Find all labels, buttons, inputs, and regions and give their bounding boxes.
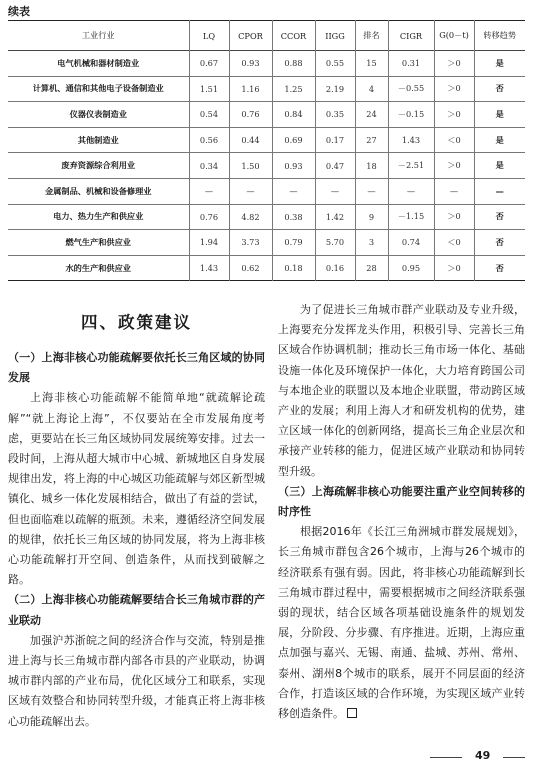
cigr-value: －1.15 <box>388 204 434 230</box>
page-footer <box>430 748 525 766</box>
industry-transfer-table <box>8 20 525 281</box>
cigr-value: 0.74 <box>388 230 434 256</box>
rank-value: — <box>355 178 388 204</box>
ccor-value: 0.88 <box>272 51 315 77</box>
lq-value: 0.56 <box>189 127 229 153</box>
page-number: 49 <box>475 749 491 762</box>
subsection-heading-text: （一）上海非核心功能疏解要依托长三角区域的协同发展 <box>8 351 265 385</box>
rank-value: 3 <box>355 230 388 256</box>
header-growth: G(0－t) <box>434 21 474 51</box>
iigg-value: 0.35 <box>315 102 355 128</box>
footer-rule-left <box>430 757 462 758</box>
lq-value: 0.34 <box>189 153 229 179</box>
transfer-trend: 否 <box>474 76 525 102</box>
section-title: 四、政策建议 <box>81 313 192 332</box>
cigr-value: 0.31 <box>388 51 434 77</box>
table-row <box>8 127 525 153</box>
cpor-value: 1.16 <box>229 76 272 102</box>
header-rank: 排名 <box>355 21 388 51</box>
subsection-heading <box>278 482 525 522</box>
header-lq: LQ <box>189 21 229 51</box>
growth-sign: ＞0 <box>434 204 474 230</box>
end-of-article-mark <box>347 708 357 718</box>
cpor-value: — <box>229 178 272 204</box>
cigr-value: 0.95 <box>388 255 434 281</box>
table-row <box>8 178 525 204</box>
cpor-value: 0.44 <box>229 127 272 153</box>
header-cigr: CIGR <box>388 21 434 51</box>
lq-value: 1.43 <box>189 255 229 281</box>
industry-name: 水的生产和供应业 <box>65 262 131 273</box>
continued-table-label: 续表 <box>8 5 30 18</box>
subsection-heading <box>8 348 265 388</box>
transfer-trend: 是 <box>474 127 525 153</box>
growth-sign: ＜0 <box>434 230 474 256</box>
subsection-heading <box>8 590 265 630</box>
cpor-value: 0.76 <box>229 102 272 128</box>
ccor-value: 0.38 <box>272 204 315 230</box>
table-row <box>8 153 525 179</box>
header-cpor: CPOR <box>229 21 272 51</box>
footer-rule-right <box>503 757 525 758</box>
header-trend: 转移趋势 <box>474 21 525 51</box>
transfer-trend: — <box>474 178 525 204</box>
table-row <box>8 255 525 281</box>
ccor-value: 0.69 <box>272 127 315 153</box>
transfer-trend: 是 <box>474 102 525 128</box>
lq-value: 0.67 <box>189 51 229 77</box>
header-ccor: CCOR <box>272 21 315 51</box>
rank-value: 9 <box>355 204 388 230</box>
body-paragraph <box>8 388 265 590</box>
cigr-value: －0.15 <box>388 102 434 128</box>
lq-value: — <box>189 178 229 204</box>
header-industry: 工业行业 <box>81 30 115 40</box>
lq-value: 0.76 <box>189 204 229 230</box>
cigr-value: －0.55 <box>388 76 434 102</box>
industry-name: 计算机、通信和其他电子设备制造业 <box>32 83 164 94</box>
header-iigg: IIGG <box>315 21 355 51</box>
transfer-trend: 是 <box>474 153 525 179</box>
cpor-value: 1.50 <box>229 153 272 179</box>
transfer-trend: 否 <box>474 230 525 256</box>
iigg-value: — <box>315 178 355 204</box>
right-text-column <box>278 300 525 724</box>
table-row <box>8 230 525 256</box>
rank-value: 27 <box>355 127 388 153</box>
subsection-heading-text: （三）上海疏解非核心功能要注重产业空间转移的时序性 <box>278 484 525 519</box>
cigr-value: 1.43 <box>388 127 434 153</box>
body-paragraph <box>8 631 265 732</box>
industry-name: 金属制品、机械和设备修理业 <box>45 185 152 196</box>
ccor-value: 0.79 <box>272 230 315 256</box>
industry-name: 电气机械和器材制造业 <box>57 57 140 68</box>
industry-name: 废弃资源综合利用业 <box>61 160 136 171</box>
transfer-trend: 否 <box>474 204 525 230</box>
iigg-value: 5.70 <box>315 230 355 256</box>
growth-sign: ＞0 <box>434 153 474 179</box>
growth-sign: ＞0 <box>434 255 474 281</box>
ccor-value: 1.25 <box>272 76 315 102</box>
iigg-value: 0.47 <box>315 153 355 179</box>
ccor-value: 0.93 <box>272 153 315 179</box>
table-header-row <box>8 21 525 51</box>
cpor-value: 0.62 <box>229 255 272 281</box>
transfer-trend: 否 <box>474 255 525 281</box>
industry-name: 其他制造业 <box>77 134 119 145</box>
paragraph-text: 上海非核心功能疏解不能简单地“就疏解论疏解”“就上海论上海”，不仅要站在全市发展角度考虑，更要站在长三角区域协同发展统筹安排。过去一段时间，上海从超大城市中心城、新城地区自身发展规律出发，将上海的中心城区功能疏解与郊区新型城镇化、城乡一体化发展相结合，做出了有益的尝试，但也面临难以疏解的瓶颈。未来，遵循经济空间发展的规律，依托长三角区域的协同发展，将为上海非核心功能疏解打开空间、创造条件，从而找到破解之路。 <box>8 391 265 587</box>
paragraph-text: 加强沪苏浙皖之间的经济合作与交流，特别是推进上海与长三角城市群内部各市县的产业联动，协调城市群内部的产业布局，优化区域分工和联系，实现区域有效整合和协同转型升级，才能真正将上海非核心功能疏解出去。 <box>8 633 265 728</box>
iigg-value: 0.17 <box>315 127 355 153</box>
growth-sign: ＞0 <box>434 76 474 102</box>
iigg-value: 2.19 <box>315 76 355 102</box>
growth-sign: ＜0 <box>434 127 474 153</box>
rank-value: 4 <box>355 76 388 102</box>
industry-name: 燃气生产和供应业 <box>65 236 131 247</box>
table-row <box>8 76 525 102</box>
paragraph-text: 根据2016年《长江三角洲城市群发展规划》，长三角城市群包含26个城市，上海与26个城市的经济联系有强有弱。因此，将非核心功能疏解到长三角城市群过程中，需要根据城市之间经济联系强弱的现状，结合区域各项基础设施条件的规划发展，分阶段、分步骤、有序推进。近期，上海应重点加强与嘉兴、无锡、南通、盐城、苏州、常州、泰州、湖州8个城市的联系，展开不同层面的经济合作，打造该区域的合作环境，为实现区域产业转移创造条件。 <box>278 525 525 721</box>
cpor-value: 0.93 <box>229 51 272 77</box>
table-row <box>8 51 525 77</box>
industry-name: 电力、热力生产和供应业 <box>53 211 144 222</box>
rank-value: 28 <box>355 255 388 281</box>
rank-value: 18 <box>355 153 388 179</box>
growth-sign: ＞0 <box>434 102 474 128</box>
body-paragraph <box>278 522 525 724</box>
cpor-value: 4.82 <box>229 204 272 230</box>
growth-sign: ＞0 <box>434 51 474 77</box>
left-text-column <box>8 300 265 732</box>
cigr-value: －2.51 <box>388 153 434 179</box>
ccor-value: 0.84 <box>272 102 315 128</box>
growth-sign: — <box>434 178 474 204</box>
subsection-heading-text: （二）上海非核心功能疏解要结合长三角城市群的产业联动 <box>8 593 265 627</box>
lq-value: 1.51 <box>189 76 229 102</box>
transfer-trend: 是 <box>474 51 525 77</box>
iigg-value: 1.42 <box>315 204 355 230</box>
ccor-value: — <box>272 178 315 204</box>
rank-value: 15 <box>355 51 388 77</box>
ccor-value: 0.18 <box>272 255 315 281</box>
rank-value: 24 <box>355 102 388 128</box>
table-row <box>8 204 525 230</box>
iigg-value: 0.16 <box>315 255 355 281</box>
cigr-value: — <box>388 178 434 204</box>
cpor-value: 3.73 <box>229 230 272 256</box>
iigg-value: 0.55 <box>315 51 355 77</box>
lq-value: 0.54 <box>189 102 229 128</box>
lq-value: 1.94 <box>189 230 229 256</box>
table-row <box>8 102 525 128</box>
body-paragraph <box>278 300 525 482</box>
paragraph-text: 为了促进长三角城市群产业联动及专业升级，上海要充分发挥龙头作用，积极引导、完善长三角区域合作协调机制；推动长三角市场一体化、基础设施一体化及环境保护一体化，大力培育跨国公司与本地企业的联盟以及本地企业联盟，带动跨区域产业的发展；利用上海人才和研发机构的优势，建立区域一体化的创新网络，提高长三角企业层次和承接产业转移的能力，促进区域产业联动和协同转型升级。 <box>278 303 525 478</box>
industry-name: 仪器仪表制造业 <box>69 108 127 119</box>
